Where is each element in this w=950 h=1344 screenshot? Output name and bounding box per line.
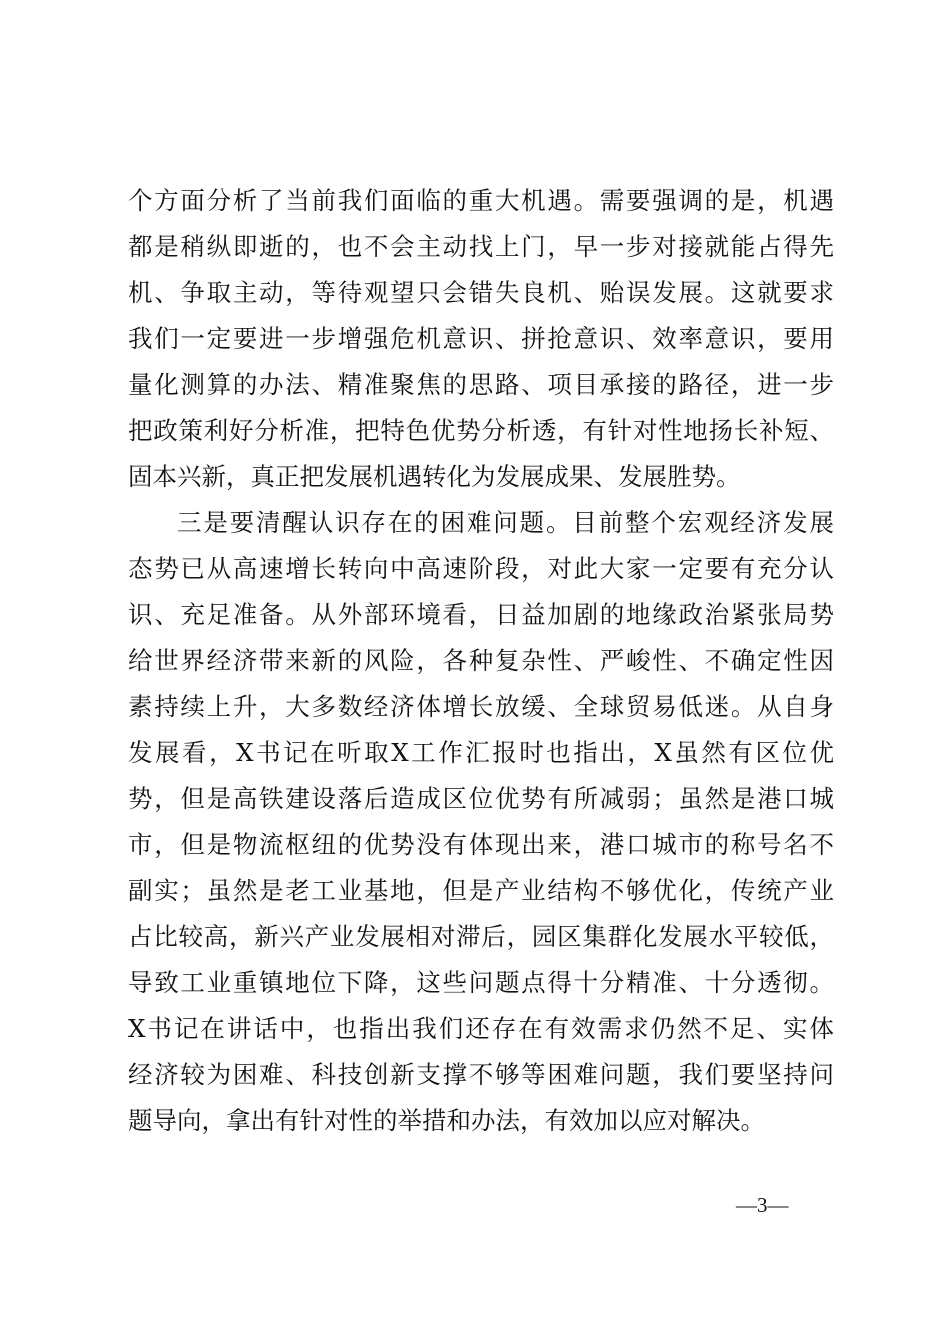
text-line: 经济较为困难、科技创新支撑不够等困难问题，我们要坚持问 <box>128 1060 834 1089</box>
text-line: 固本兴新，真正把发展机遇转化为发展成果、发展胜势。 <box>128 462 741 491</box>
text-line: 题导向，拿出有针对性的举措和办法，有效加以应对解决。 <box>128 1106 765 1135</box>
text-line: 给世界经济带来新的风险，各种复杂性、严峻性、不确定性因 <box>128 646 834 675</box>
text-line: 占比较高，新兴产业发展相对滞后，园区集群化发展水平较低， <box>128 922 834 951</box>
body-text <box>128 178 834 1144</box>
text-line: 导致工业重镇地位下降，这些问题点得十分精准、十分透彻。 <box>128 968 834 997</box>
paragraph-1 <box>128 178 834 500</box>
text-line: 量化测算的办法、精准聚焦的思路、项目承接的路径，进一步 <box>128 370 834 399</box>
page-number: —3— <box>736 1193 789 1217</box>
text-line: 势，但是高铁建设落后造成区位优势有所减弱；虽然是港口城 <box>128 784 834 813</box>
text-line: 三是要清醒认识存在的困难问题。目前整个宏观经济发展 <box>177 508 834 537</box>
text-line: 我们一定要进一步增强危机意识、拼抢意识、效率意识，要用 <box>128 324 834 353</box>
text-line: 都是稍纵即逝的，也不会主动找上门，早一步对接就能占得先 <box>128 232 834 261</box>
text-line: 识、充足准备。从外部环境看，日益加剧的地缘政治紧张局势 <box>128 600 834 629</box>
paragraph-2 <box>128 500 834 1144</box>
text-line: 发展看，X书记在听取X工作汇报时也指出，X虽然有区位优 <box>128 738 834 767</box>
text-line: 个方面分析了当前我们面临的重大机遇。需要强调的是，机遇 <box>128 186 834 215</box>
text-line: 市，但是物流枢纽的优势没有体现出来，港口城市的称号名不 <box>128 830 834 859</box>
text-line: 副实；虽然是老工业基地，但是产业结构不够优化，传统产业 <box>128 876 834 905</box>
text-line: 素持续上升，大多数经济体增长放缓、全球贸易低迷。从自身 <box>128 692 834 721</box>
text-line: 机、争取主动，等待观望只会错失良机、贻误发展。这就要求 <box>128 278 834 307</box>
text-line: 态势已从高速增长转向中高速阶段，对此大家一定要有充分认 <box>128 554 834 583</box>
text-line: X书记在讲话中，也指出我们还存在有效需求仍然不足、实体 <box>128 1014 834 1043</box>
text-line: 把政策利好分析准，把特色优势分析透，有针对性地扬长补短、 <box>128 416 834 445</box>
